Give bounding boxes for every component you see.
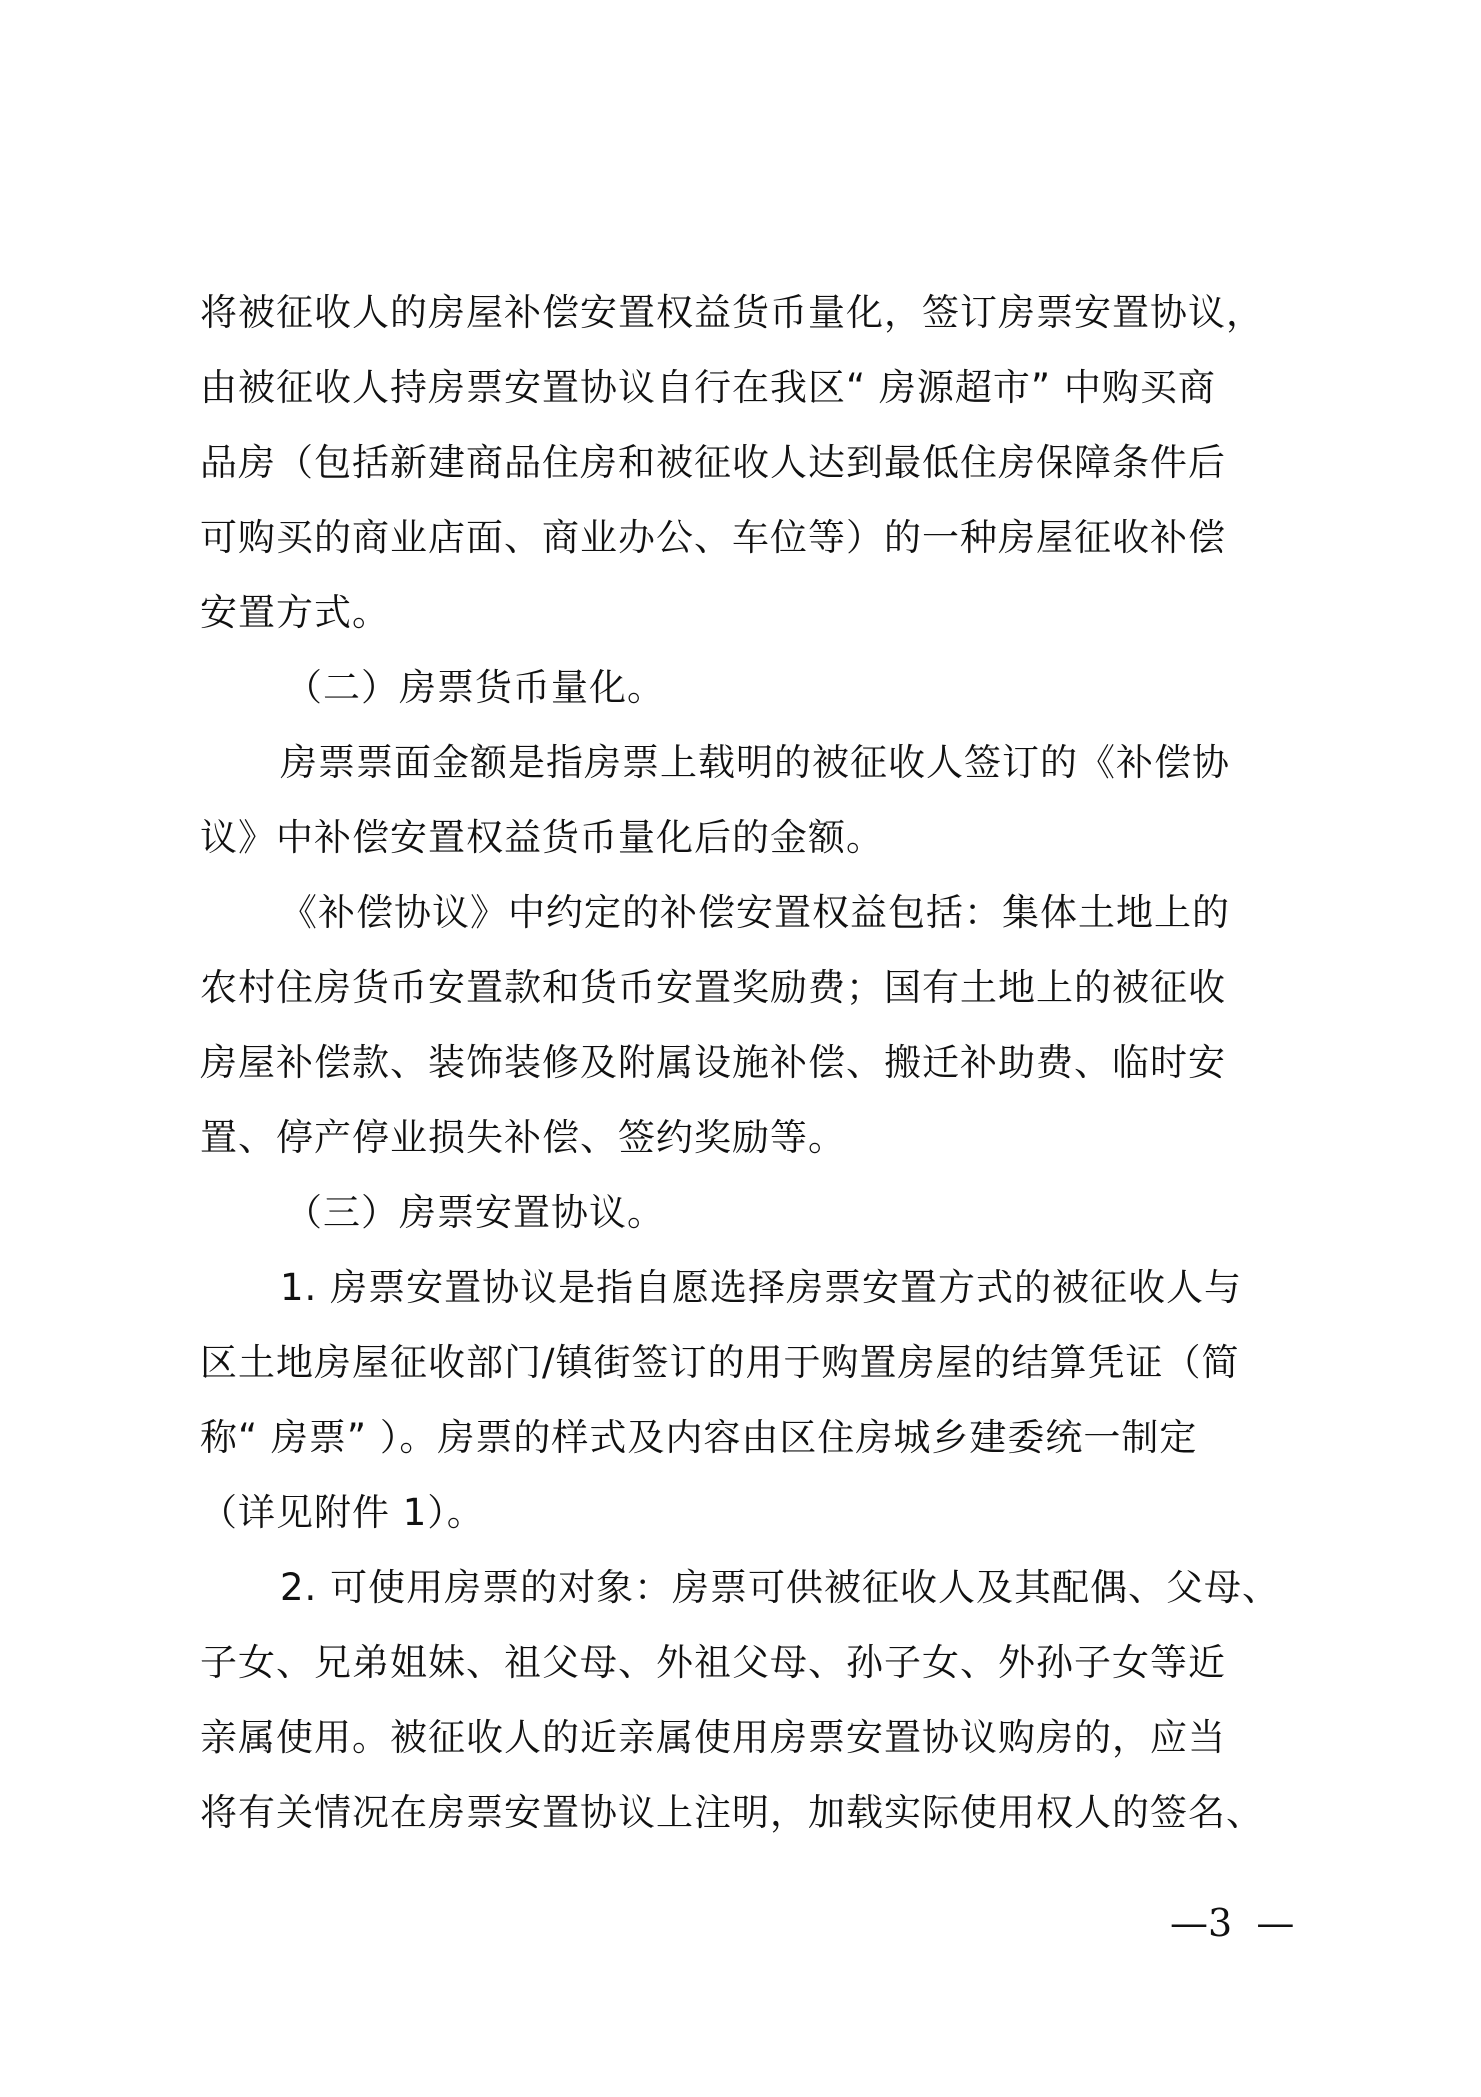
text-line: 《补偿协议》中约定的补偿安置权益包括：集体土地上的 xyxy=(280,891,1230,934)
text-line: 房票票面金额是指房票上载明的被征收人签订的《补偿协 xyxy=(280,741,1230,784)
text-line: 品房（包括新建商品住房和被征收人达到最低住房保障条件后 xyxy=(200,441,1226,484)
text-line: 房屋补偿款、装饰装修及附属设施补偿、搬迁补助费、临时安 xyxy=(200,1041,1226,1084)
section-heading-2: （二）房票货币量化。 xyxy=(285,666,665,709)
text-line: 称“ 房票” ）。房票的样式及内容由区住房城乡建委统一制定 xyxy=(200,1416,1198,1459)
text-line: （详见附件 1）。 xyxy=(200,1491,485,1534)
text-line: 由被征收人持房票安置协议自行在我区“ 房源超市” 中购买商 xyxy=(200,366,1216,409)
text-line: 1. 房票安置协议是指自愿选择房票安置方式的被征收人与 xyxy=(280,1266,1243,1309)
page-number: —3 — xyxy=(1170,1901,1295,1945)
text-line: 农村住房货币安置款和货币安置奖励费；国有土地上的被征收 xyxy=(200,966,1226,1009)
text-line: 议》中补偿安置权益货币量化后的金额。 xyxy=(200,816,884,859)
text-line: 区土地房屋征收部门/镇街签订的用于购置房屋的结算凭证（简 xyxy=(200,1341,1240,1384)
text-line: 置、停产停业损失补偿、签约奖励等。 xyxy=(200,1116,846,1159)
text-line: 2. 可使用房票的对象：房票可供被征收人及其配偶、父母、 xyxy=(280,1566,1281,1609)
text-line: 可购买的商业店面、商业办公、车位等）的一种房屋征收补偿 xyxy=(200,516,1226,559)
section-heading-3: （三）房票安置协议。 xyxy=(285,1191,665,1234)
text-line: 亲属使用。被征收人的近亲属使用房票安置协议购房的，应当 xyxy=(200,1716,1226,1759)
text-line: 将被征收人的房屋补偿安置权益货币量化，签订房票安置协议， xyxy=(200,291,1264,334)
text-line: 将有关情况在房票安置协议上注明，加载实际使用权人的签名、 xyxy=(200,1791,1264,1834)
text-line: 安置方式。 xyxy=(200,591,390,634)
text-line: 子女、兄弟姐妹、祖父母、外祖父母、孙子女、外孙子女等近 xyxy=(200,1641,1226,1684)
